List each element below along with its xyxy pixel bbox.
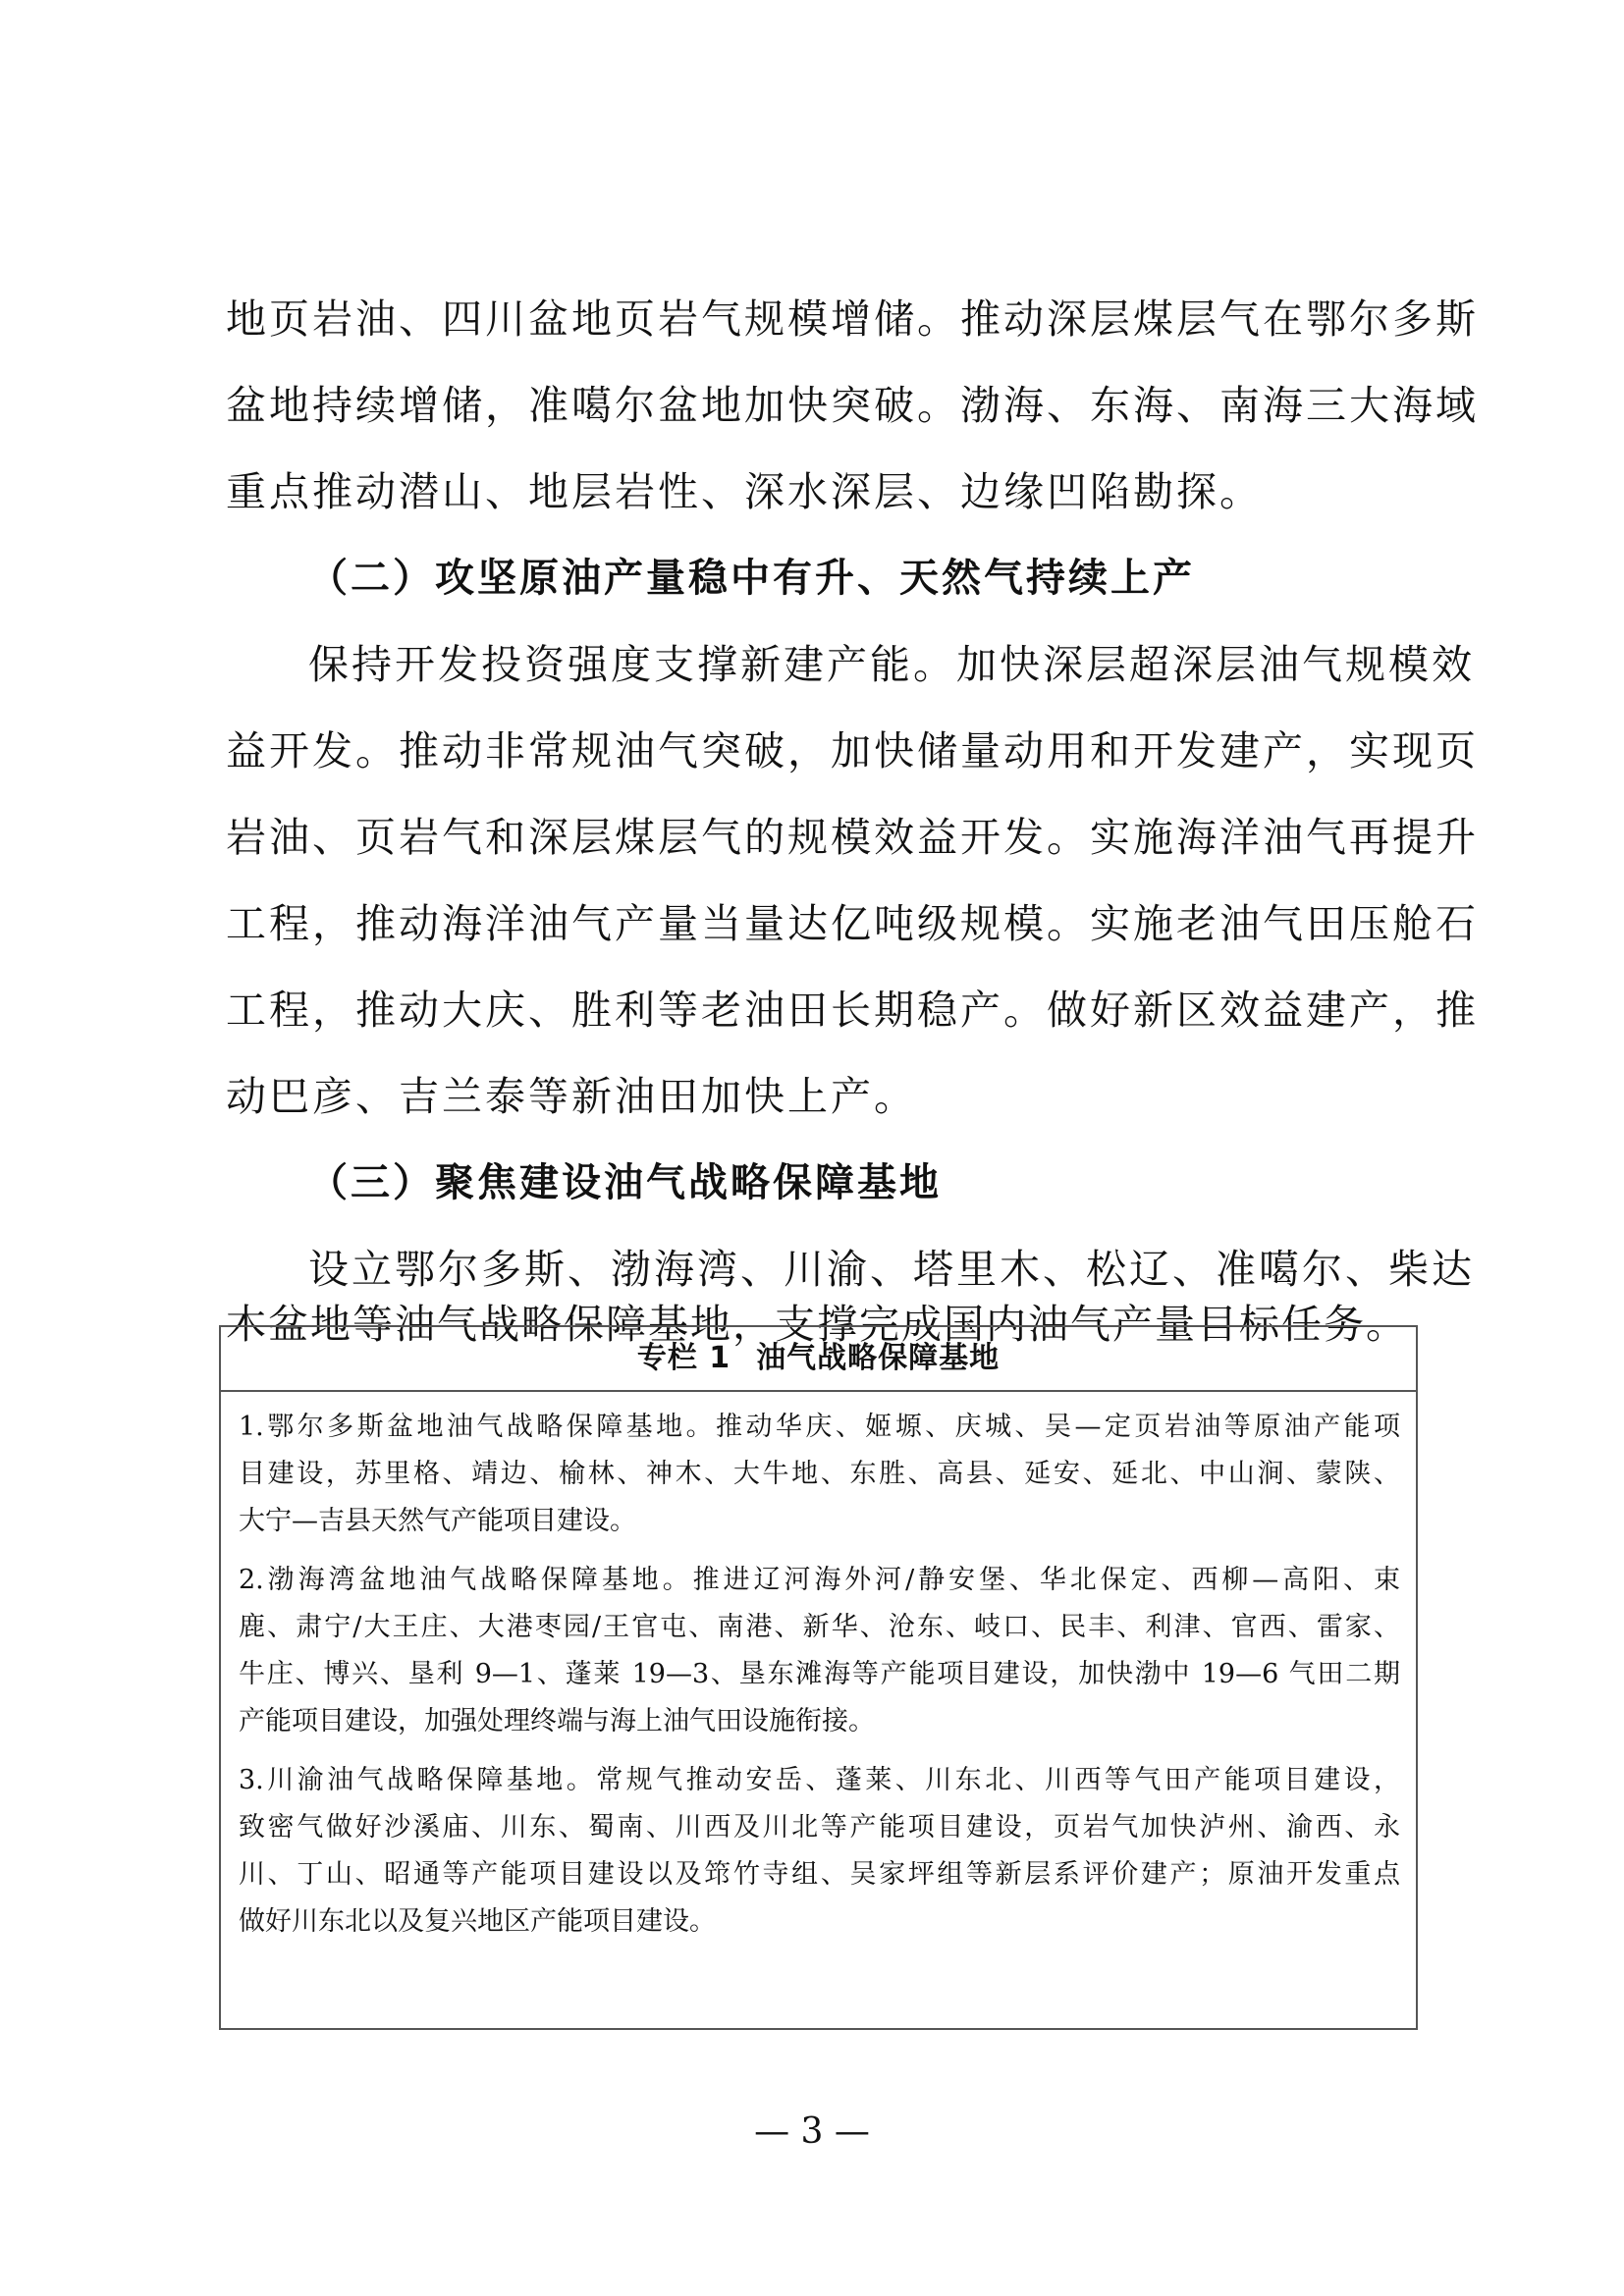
box-text-line: 目建设，苏里格、靖边、榆林、神木、大牛地、东胜、高县、延安、延北、中山涧、蒙陕、 <box>239 1459 1400 1489</box>
page-number: — 3 — <box>754 2111 870 2152</box>
body-text-line: 地页岩油、四川盆地页岩气规模增储。推动深层煤层气在鄂尔多斯 <box>226 295 1479 343</box>
body-text-line: 益开发。推动非常规油气突破，加快储量动用和开发建产，实现页 <box>226 727 1479 774</box>
box-text-line: 川、丁山、昭通等产能项目建设以及筇竹寺组、吴家坪组等新层系评价建产；原油开发重点 <box>239 1859 1400 1890</box>
body-text-line: 木盆地等油气战略保障基地，支撑完成国内油气产量目标任务。 <box>226 1301 1408 1348</box>
box-text-line: 鹿、肃宁/大王庄、大港枣园/王官屯、南港、新华、沧东、岐口、民丰、利津、官西、雷家、 <box>239 1612 1400 1642</box>
body-text-line: 重点推动潜山、地层岩性、深水深层、边缘凹陷勘探。 <box>226 468 1263 515</box>
body-text-line: 岩油、页岩气和深层煤层气的规模效益开发。实施海洋油气再提升 <box>226 814 1479 861</box>
box-text-line: 牛庄、博兴、垦利 9—1、蓬莱 19—3、垦东滩海等产能项目建设，加快渤中 19—6 气田二期 <box>239 1659 1400 1689</box>
section-heading: （二）攻坚原油产量稳中有升、天然气持续上产 <box>308 556 1195 601</box>
box-title-number: 专栏 1 <box>636 1341 731 1375</box>
body-text-line: 工程，推动大庆、胜利等老油田长期稳产。做好新区效益建产，推 <box>226 987 1479 1034</box>
box-title-text: 油气战略保障基地 <box>756 1341 1001 1375</box>
body-text-line: 保持开发投资强度支撑新建产能。加快深层超深层油气规模效 <box>308 641 1475 688</box>
box-text-line: 产能项目建设，加强处理终端与海上油气田设施衔接。 <box>239 1706 875 1736</box>
box-text-line: 致密气做好沙溪庙、川东、蜀南、川西及川北等产能项目建设，页岩气加快泸州、渝西、永 <box>239 1812 1400 1842</box>
box-text-line: 做好川东北以及复兴地区产能项目建设。 <box>239 1906 716 1937</box>
body-text-line: 工程，推动海洋油气产量当量达亿吨级规模。实施老油气田压舱石 <box>226 900 1479 947</box>
box-title <box>221 1327 1416 1392</box>
box-text-line: 大宁—吉县天然气产能项目建设。 <box>239 1506 636 1536</box>
body-text-line: 设立鄂尔多斯、渤海湾、川渝、塔里木、松辽、准噶尔、柴达 <box>308 1246 1475 1293</box>
section-heading: （三）聚焦建设油气战略保障基地 <box>308 1160 942 1205</box>
box-text-line: 3.川渝油气战略保障基地。常规气推动安岳、蓬莱、川东北、川西等气田产能项目建设， <box>239 1765 1400 1795</box>
box-text-line: 2.渤海湾盆地油气战略保障基地。推进辽河海外河/静安堡、华北保定、西柳—高阳、束 <box>239 1565 1400 1595</box>
box-text-line: 1.鄂尔多斯盆地油气战略保障基地。推动华庆、姬塬、庆城、吴—定页岩油等原油产能项 <box>239 1412 1400 1442</box>
special-column-box <box>219 1325 1418 2030</box>
body-text-line: 动巴彦、吉兰泰等新油田加快上产。 <box>226 1073 917 1120</box>
body-text-line: 盆地持续增储，准噶尔盆地加快突破。渤海、东海、南海三大海域 <box>226 382 1479 429</box>
